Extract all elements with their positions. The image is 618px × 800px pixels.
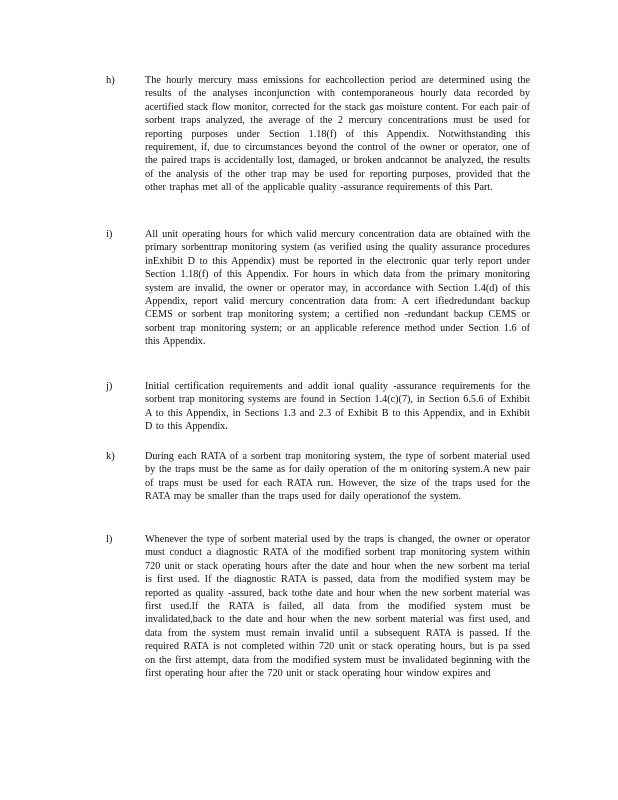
item-marker: h) (106, 75, 115, 86)
item-text: All unit operating hours for which valid mercury concentration data are obtained with the primary sorbenttrap monitoring system (as verified using the quality assurance procedures inExhibit D to this Appendix) must be reported in the electronic quar terly report under Section 1.18(f) of this Appendix. For hours in which data from the primary monitoring system are invalid, the owner or operator may, in accordance with Section 1.4(d) of this Appendix, report valid mercury concentration data from: A cert ifiedredundant backup CEMS or sorbent trap monitoring system; a certified non -redundant backup CEMS or sorbent trap monitoring system; or an applicable reference method under Section 1.6 of this Appendix. (145, 229, 530, 348)
item-text: Whenever the type of sorbent material used by the traps is changed, the owner or operator must conduct a diagnostic RATA of the modified sorbent trap monitoring system within 720 unit or stack operating hours after the date and hour when the new sorbent ma terial is first used. If the diagnostic RATA is passed, data from the modified system may be reported as quality -assured, back tothe date and hour when the new sorbent material was first used.If the RATA is failed, all data from the modified system must be invalidated,back to the date and hour when the new sorbent material was first used, and data from the system must remain invalid until a subsequent RATA is passed. If the required RATA is not completed within 720 unit or stack operating hours, but is pa ssed on the first attempt, data from the modified system must be invalidated beginning with the first operating hour after the 720 unit or stack operating hour window expires and (145, 534, 530, 680)
item-text: The hourly mercury mass emissions for eachcollection period are determined using the results of the analyses inconjunction with contemporaneous hourly data recorded by acertified stack flow monitor, corrected for the stack gas moisture content. For each pair of sorbent traps analyzed, the average of the 2 mercury concentrations must be used for reporting purposes under Section 1.18(f) of this Appendix. Notwithstanding this requirement, if, due to circumstances beyond the control of the owner or operator, one of the paired traps is accidentally lost, damaged, or broken andcannot be analyzed, the results of the analysis of the other trap may be used for reporting purposes, provided that the other traphas met all of the applicable quality -assurance requirements of this Part. (145, 75, 530, 194)
item-marker: l) (106, 534, 113, 545)
item-text: Initial certification requirements and addit ional quality -assurance requirements for the sorbent trap monitoring systems are found in Section 1.4(c)(7), in Section 6.5.6 of Exhibit A to this Appendix, in Sections 1.3 and 2.3 of Exhibit B to this Appendix, and in Exhibit D to this Appendix. (145, 381, 530, 433)
item-marker: i) (106, 229, 113, 240)
item-text: During each RATA of a sorbent trap monitoring system, the type of sorbent material used by the traps must be the same as for daily operation of the m onitoring system.A new pair of traps must be used for each RATA run. However, the size of the traps used for the RATA may be smaller than the traps used for daily operationof the system. (145, 451, 530, 503)
item-marker: k) (106, 451, 115, 462)
item-marker: j) (106, 381, 113, 392)
